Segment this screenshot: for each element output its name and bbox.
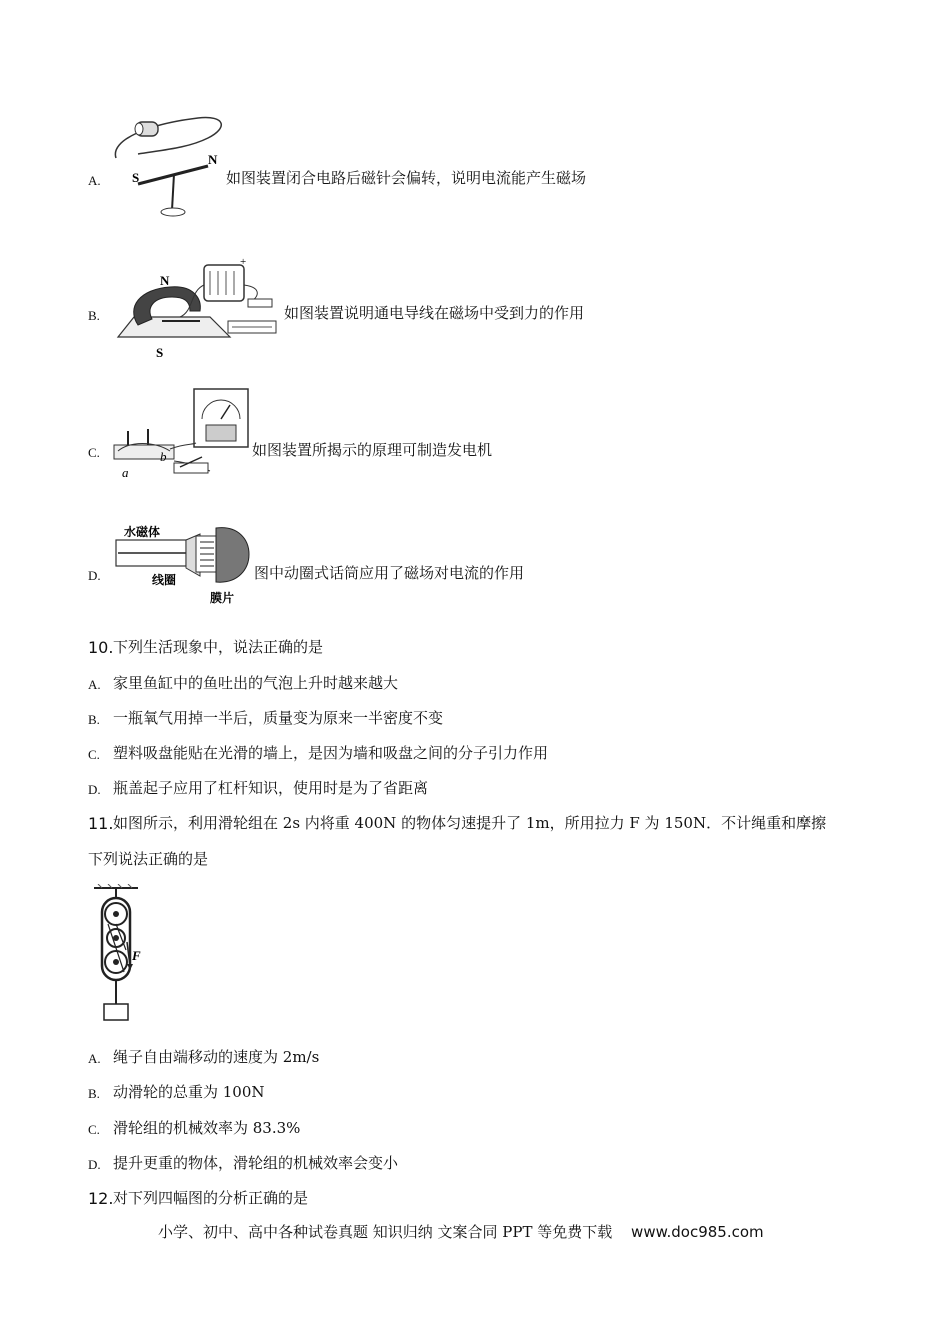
figure-label-plus: + — [240, 256, 247, 268]
question-stem: 对下列四幅图的分析正确的是 — [113, 1189, 309, 1207]
option-text: 如图装置所揭示的原理可制造发电机 — [252, 441, 493, 459]
option-text: 动滑轮的总重为 100N — [113, 1083, 265, 1101]
option-letter: C. — [88, 1122, 100, 1137]
option-letter: A. — [88, 1051, 101, 1066]
figure-label-a: a — [122, 465, 129, 480]
option-letter: B. — [88, 1086, 100, 1101]
option-letter: A. — [88, 677, 101, 692]
option-text: 家里鱼缸中的鱼吐出的气泡上升时越来越大 — [113, 674, 399, 692]
motor-principle-figure — [110, 255, 285, 363]
option-letter: D. — [88, 1157, 101, 1172]
option-text: 如图装置说明通电导线在磁场中受到力的作用 — [284, 304, 585, 322]
figure-label-s: S — [132, 170, 140, 185]
question-number: 10. — [88, 638, 114, 657]
question-stem-continued: 下列说法正确的是 — [88, 850, 209, 868]
figure-label-coil: 线圈 — [152, 573, 177, 587]
footer-url[interactable]: www.doc985.com — [631, 1223, 764, 1241]
option-letter: A. — [88, 173, 101, 188]
option-text: 滑轮组的机械效率为 83.3% — [113, 1119, 301, 1137]
option-letter: C. — [88, 445, 100, 460]
option-text: 塑料吸盘能贴在光滑的墙上，是因为墙和吸盘之间的分子引力作用 — [113, 744, 549, 762]
q9-option-b — [0, 255, 950, 365]
option-text: 绳子自由端移动的速度为 2m/s — [113, 1048, 320, 1066]
question-stem: 下列生活现象中，说法正确的是 — [113, 638, 324, 656]
option-letter: D. — [88, 782, 101, 797]
question-number: 11. — [88, 814, 114, 833]
induction-experiment-figure — [110, 385, 255, 483]
option-text: 提升更重的物体，滑轮组的机械效率会变小 — [113, 1154, 399, 1172]
figure-label-n: N — [160, 273, 170, 288]
option-letter: B. — [88, 712, 100, 727]
figure-label-diaphragm: 膜片 — [210, 591, 235, 605]
microphone-figure — [110, 518, 255, 608]
q9-option-d — [0, 518, 950, 613]
option-letter: D. — [88, 568, 101, 583]
figure-label-s: S — [156, 345, 164, 360]
option-letter: C. — [88, 747, 100, 762]
option-text: 图中动圈式话筒应用了磁场对电流的作用 — [254, 564, 525, 582]
q9-option-c — [0, 385, 950, 485]
question-stem: 如图所示，利用滑轮组在 2s 内将重 400N 的物体匀速提升了 1m，所用拉力 F 为 150N．不计绳重和摩擦 — [113, 814, 827, 832]
figure-label-n: N — [208, 152, 218, 167]
figure-label-magnet: 水磁体 — [124, 525, 161, 539]
footer-text: 小学、初中、高中各种试卷真题 知识归纳 文案合同 PPT 等免费下载 — [158, 1223, 613, 1241]
q9-option-a — [0, 110, 950, 225]
option-text: 瓶盖起子应用了杠杆知识，使用时是为了省距离 — [113, 779, 429, 797]
page-footer — [158, 1221, 764, 1242]
pulley-system-figure — [90, 884, 150, 1022]
compass-circuit-figure — [108, 110, 228, 222]
option-text: 如图装置闭合电路后磁针会偏转，说明电流能产生磁场 — [226, 169, 587, 187]
question-number: 12. — [88, 1189, 114, 1208]
figure-label-b: b — [160, 449, 167, 464]
option-text: 一瓶氧气用掉一半后，质量变为原来一半密度不变 — [113, 709, 444, 727]
force-label-f: F — [132, 948, 141, 963]
option-letter: B. — [88, 308, 100, 323]
